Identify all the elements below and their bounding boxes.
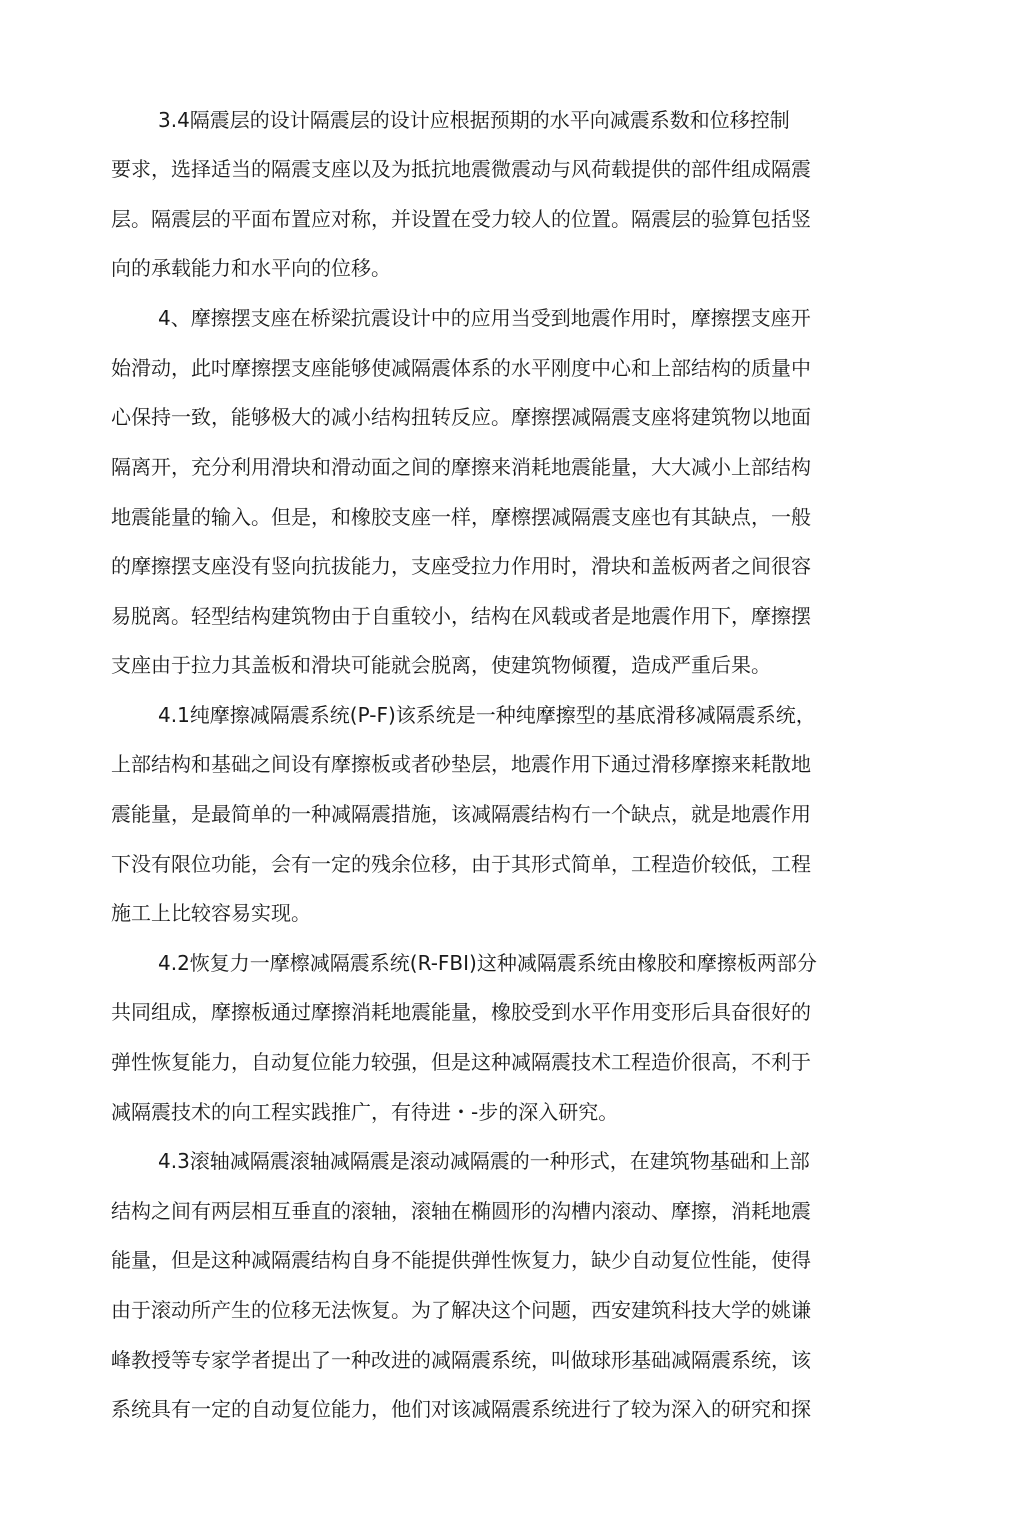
paragraph-4-2-line-3: 弹性恢复能力，自动复位能力较强，但是这种减隔震技术工程造价很高，不利于 (111, 1050, 811, 1074)
paragraph-4-1-line-5: 施工上比较容易实现。 (111, 901, 311, 925)
paragraph-4-2-line-2: 共同组成，摩擦板通过摩擦消耗地震能量，橡胶受到水平作用变形后具奋很好的 (111, 1000, 811, 1024)
paragraph-4-2-line-1: 4.2恢复力一摩檫减隔震系统(R-FBI)这种减隔震系统由橡胶和摩擦板两部分 (158, 951, 817, 975)
paragraph-4-3-line-2: 结构之间有两层相互垂直的滚轴，滚轴在椭圆形的沟槽内滚动、摩擦，消耗地震 (111, 1199, 811, 1223)
paragraph-3-4-line-2: 要求，选择适当的隔震支座以及为抵抗地震微震动与风荷载提供的部件组成隔震 (111, 157, 811, 181)
paragraph-3-4-line-3: 层。隔震层的平面布置应对称，并设置在受力较人的位置。隔震层的验算包括竖 (111, 207, 811, 231)
paragraph-4-3-line-1: 4.3滚轴减隔震滚轴减隔震是滚动减隔震的一种形式，在建筑物基础和上部 (158, 1149, 810, 1173)
paragraph-4-line-2: 始滑动，此吋摩擦摆支座能够使减隔震体系的水平刚度中心和上部结构的质量中 (111, 356, 811, 380)
paragraph-4-line-1: 4、摩擦摆支座在桥梁抗震设计中的应用当受到地震作用时，摩擦摆支座开 (158, 306, 811, 330)
paragraph-4-1-line-4: 下没有限位功能，会有一定的残余位移，由于其形式简单，工程造价较低，工程 (111, 852, 811, 876)
paragraph-3-4-line-4: 向的承载能力和水平向的位移。 (111, 256, 391, 280)
paragraph-4-line-5: 地震能量的输入。但是，和橡胶支座一样，摩檫摆减隔震支座也有其缺点，一般 (111, 505, 811, 529)
paragraph-4-3-line-5: 峰教授等专家学者提出了一种改进的减隔震系统，叫做球形基础减隔震系统，该 (111, 1348, 811, 1372)
paragraph-4-line-3: 心保持一致，能够极大的减小结构扭转反应。摩擦摆减隔震支座将建筑物以地面 (111, 405, 811, 429)
paragraph-4-2-line-4: 减隔震技术的向工程实践推广，有待进・-步的深入研究。 (111, 1100, 619, 1124)
paragraph-4-line-8: 支座由于拉力其盖板和滑块可能就会脱离，使建筑物倾覆，造成严重后果。 (111, 653, 771, 677)
paragraph-4-line-4: 隔离开，充分利用滑块和滑动面之间的摩擦来消耗地震能量，大大减小上部结构 (111, 455, 811, 479)
paragraph-4-3-line-6: 系统具有一定的自动复位能力，他们对该减隔震系统进行了较为深入的研究和探 (111, 1397, 811, 1421)
paragraph-4-line-6: 的摩擦摆支座没有竖向抗拔能力，支座受拉力作用时，滑块和盖板两者之间很容 (111, 554, 811, 578)
paragraph-4-line-7: 易脱离。轻型结构建筑物由于自重较小，结构在风载或者是地震作用下，摩擦摆 (111, 604, 811, 628)
paragraph-4-3-line-3: 能量，但是这种减隔震结构自身不能提供弹性恢复力，缺少自动复位性能，使得 (111, 1248, 811, 1272)
paragraph-3-4-line-1: 3.4隔震层的设计隔震层的设计应根据预期的水平向减震系数和位移控制 (158, 108, 790, 132)
paragraph-4-1-line-1: 4.1纯摩擦减隔震系统(P-F)该系统是一种纯摩擦型的基底滑移减隔震系统， (158, 703, 816, 727)
paragraph-4-3-line-4: 由于滚动所产生的位移无法恢复。为了解决这个问题，西安建筑科技大学的姚谦 (111, 1298, 811, 1322)
paragraph-4-1-line-2: 上部结构和基础之间设有摩擦板或者砂垫层，地震作用下通过滑移摩擦来耗散地 (111, 752, 811, 776)
paragraph-4-1-line-3: 震能量，是最简单的一种减隔震措施，该减隔震结构冇一个缺点，就是地震作用 (111, 802, 811, 826)
